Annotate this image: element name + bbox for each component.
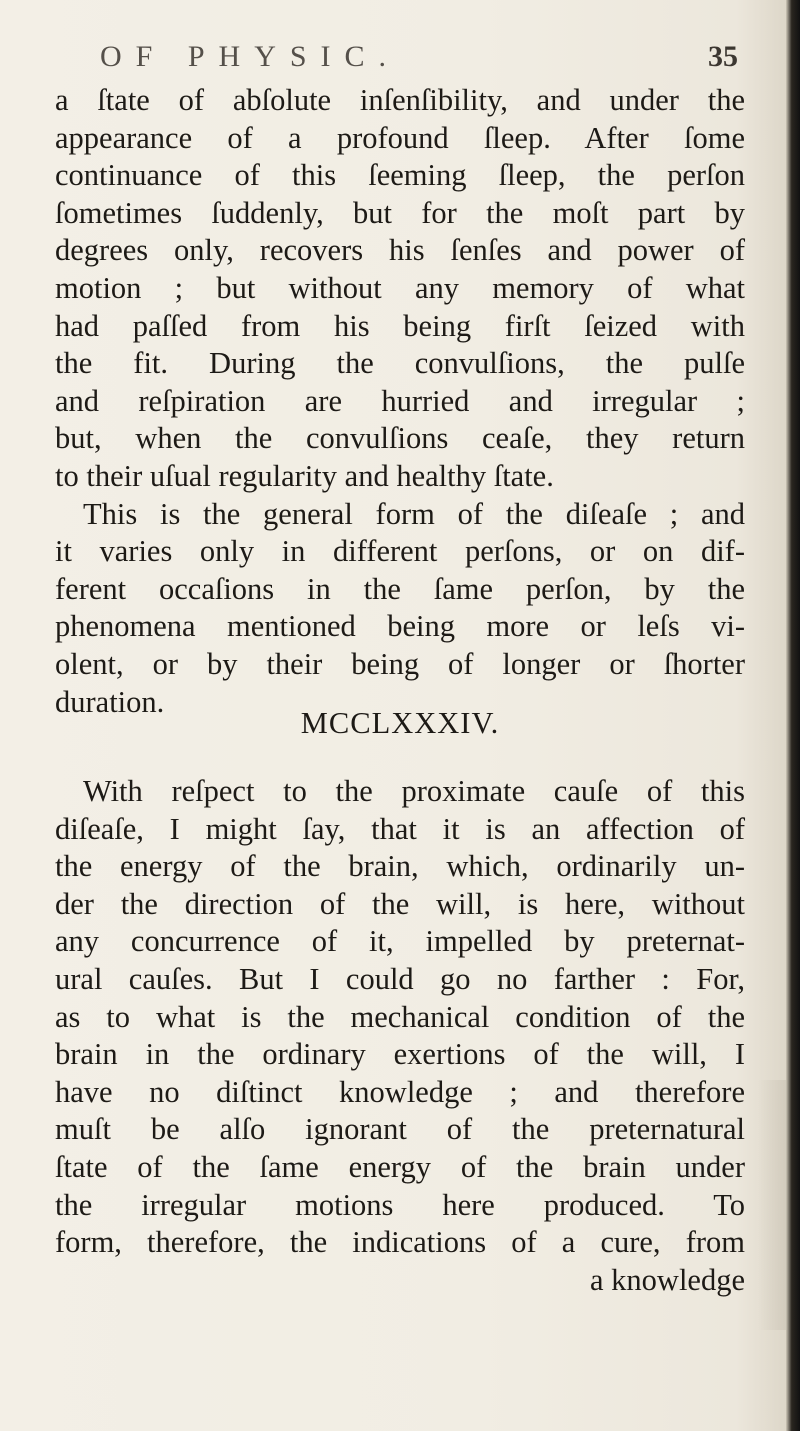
text-line: form, therefore, the indications of a cure, from — [55, 1225, 745, 1260]
text-line: motion ; but without any memory of what — [55, 270, 745, 305]
body-text-bottom — [55, 773, 745, 1299]
text-line: the energy of the brain, which, ordinarily un- — [55, 849, 745, 884]
text-line: der the direction of the will, is here, without — [55, 886, 745, 921]
text-line: ural cauſes. But I could go no farther : For, — [55, 961, 745, 996]
text-line: the fit. During the convulſions, the pulſe — [55, 346, 745, 381]
text-line: brain in the ordinary exertions of the will, I — [55, 1037, 745, 1072]
text-line: olent, or by their being of longer or ſhorter — [55, 646, 745, 681]
catchword: a knowledge — [590, 1262, 745, 1297]
text-line: any concurrence of it, impelled by preternat- — [55, 924, 745, 959]
text-line: the irregular motions here produced. To — [55, 1187, 745, 1222]
text-line: degrees only, recovers his ſenſes and power of — [55, 233, 745, 268]
text-line: muſt be alſo ignorant of the preternatural — [55, 1112, 745, 1147]
text-line: With reſpect to the proximate cauſe of this — [83, 774, 745, 808]
text-line: ſtate of the ſame energy of the brain under — [55, 1149, 745, 1184]
body-text-top — [55, 82, 745, 721]
running-head-title: OF PHYSIC. — [100, 40, 401, 73]
text-line: but, when the convulſions ceaſe, they return — [55, 421, 745, 456]
text-line: to their uſual regularity and healthy ſtate. — [55, 458, 554, 493]
text-line: continuance of this ſeeming ſleep, the perſon — [55, 158, 745, 193]
text-line: This is the general form of the diſeaſe ; and — [83, 496, 745, 531]
text-line: duration. — [55, 684, 165, 719]
frayed-page-edge — [758, 1080, 786, 1330]
text-line: and reſpiration are hurried and irregular ; — [55, 383, 745, 418]
text-line: phenomena mentioned being more or leſs vi- — [55, 609, 745, 644]
text-line: ſometimes ſuddenly, but for the moſt part by — [55, 195, 745, 230]
text-line: have no diſtinct knowledge ; and therefore — [55, 1074, 745, 1109]
text-line: appearance of a profound ſleep. After ſome — [55, 120, 745, 155]
text-line: had paſſed from his being firſt ſeized with — [55, 308, 745, 343]
text-line: a ſtate of abſolute inſenſibility, and under the — [55, 83, 745, 117]
text-line: it varies only in different perſons, or on dif- — [55, 534, 745, 569]
page-binding-edge — [786, 0, 800, 1431]
text-line: ferent occaſions in the ſame perſon, by the — [55, 571, 745, 606]
text-line: as to what is the mechanical condition of the — [55, 999, 745, 1034]
running-head — [0, 40, 800, 84]
section-heading: MCCLXXXIV. — [300, 706, 500, 740]
text-line: diſeaſe, I might ſay, that it is an affection of — [55, 811, 745, 846]
page-number: 35 — [708, 40, 738, 73]
